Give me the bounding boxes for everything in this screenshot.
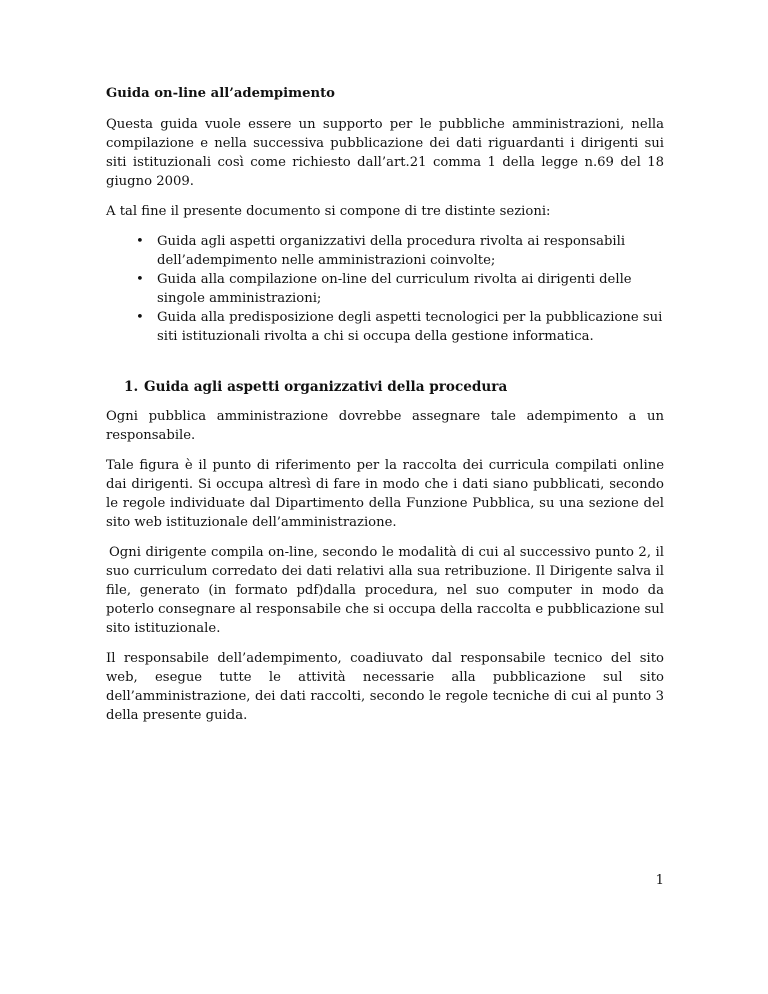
list-item: • Guida alla predisposizione degli aspetti tecnologici per la pubblicazione sui siti istituzionali rivolta a chi si occupa della gestione informatica. [106,308,664,346]
document-page [106,84,664,736]
sections-intro-paragraph: A tal fine il presente documento si compone di tre distinte sezioni: [106,204,551,219]
section-1-paragraph: Tale figura è il punto di riferimento per la raccolta dei curricula compilati online dai dirigenti. Si occupa altresì di fare in modo che i dati siano pubblicati, secondo le regole individuate dal Dipartimento della Funzione Pubblica, su una sezione del sito web istituzionale dell’amministrazione. [106,458,664,530]
page-number: 1 [655,873,664,888]
list-item: • Guida agli aspetti organizzativi della procedura rivolta ai responsabili dell’adempimento nelle amministrazioni coinvolte; [106,232,664,270]
section-1-paragraph: Ogni dirigente compila on-line, secondo le modalità di cui al successivo punto 2, il suo curriculum corredato dei dati relativi alla sua retribuzione. Il Dirigente salva il file, generato (in formato pdf)dalla procedura, nel suo computer in modo da poterlo consegnare al responsabile che si occupa della raccolta e pubblicazione sul sito istituzionale. [106,545,664,636]
document-title: Guida on-line all’adempimento [106,86,335,101]
section-1-paragraph: Ogni pubblica amministrazione dovrebbe assegnare tale adempimento a un responsabile. [106,409,664,443]
section-1-paragraph: Il responsabile dell’adempimento, coadiuvato dal responsabile tecnico del sito web, esegue tutte le attività necessarie alla pubblicazione sul sito dell’amministrazione, dei dati raccolti, secondo le regole tecniche di cui al punto 3 della presente guida. [106,651,664,723]
list-item: • Guida alla compilazione on-line del curriculum rivolta ai dirigenti delle singole amministrazioni; [106,270,664,308]
intro-paragraph: Questa guida vuole essere un supporto per le pubbliche amministrazioni, nella compilazione e nella successiva pubblicazione dei dati riguardanti i dirigenti sui siti istituzionali così come richiesto dall’art.21 comma 1 della legge n.69 del 18 giugno 2009. [106,117,664,189]
section-1-heading [124,378,664,397]
sections-list [106,232,664,346]
section-1-number: 1. [124,379,139,395]
section-1-title: Guida agli aspetti organizzativi della procedura [144,379,508,395]
